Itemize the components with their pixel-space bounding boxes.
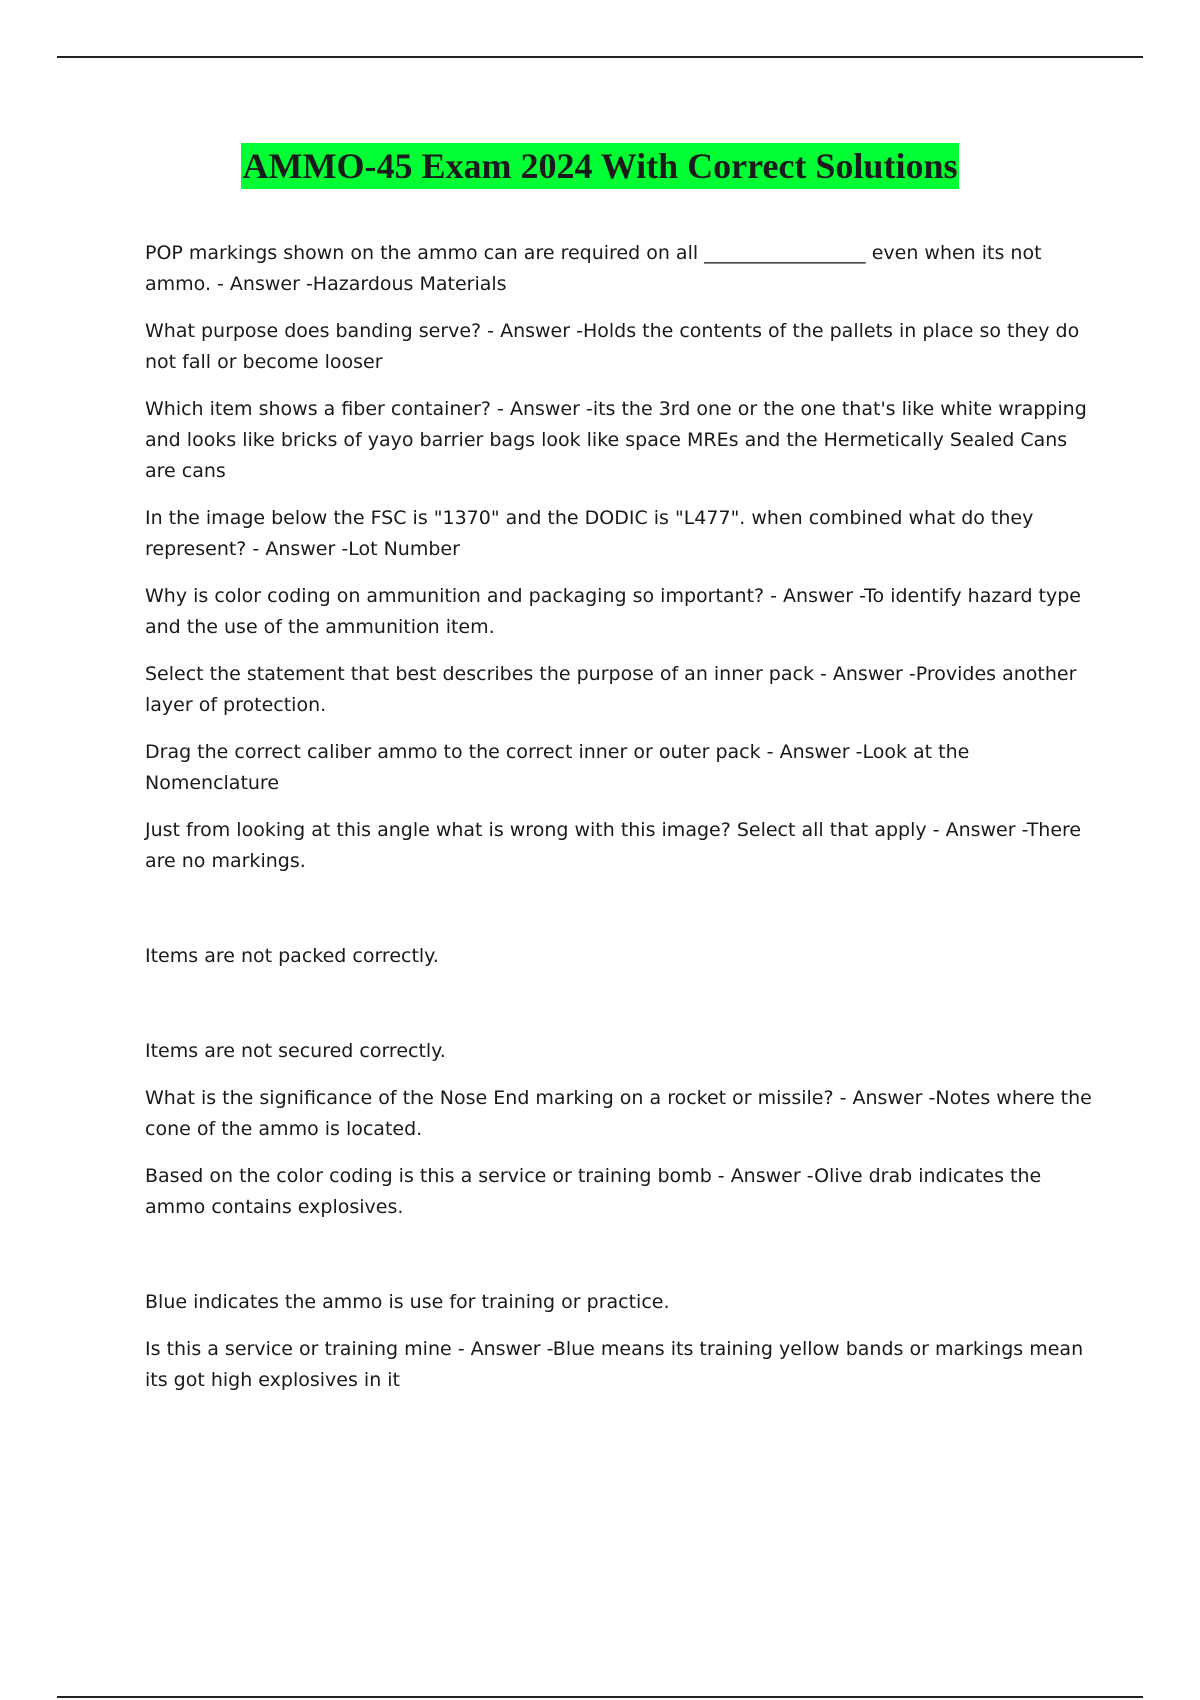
qa-entry: Why is color coding on ammunition and packaging so important? - Answer -To identify hazard type and the use of the ammunition item. bbox=[145, 585, 1081, 638]
qa-entry: POP markings shown on the ammo can are required on all _________________ even when its not ammo. - Answer -Hazardous Materials bbox=[145, 242, 1042, 295]
qa-entry: Based on the color coding is this a service or training bomb - Answer -Olive drab indicates the ammo contains explosives. bbox=[145, 1165, 1042, 1218]
qa-entry: Drag the correct caliber ammo to the correct inner or outer pack - Answer -Look at the Nomenclature bbox=[145, 741, 970, 794]
qa-entry: What is the significance of the Nose End marking on a rocket or missile? - Answer -Notes where the cone of the ammo is located. bbox=[145, 1087, 1092, 1140]
qa-entry: What purpose does banding serve? - Answer -Holds the contents of the pallets in place so they do not fall or become looser bbox=[145, 320, 1080, 373]
qa-entry-continuation: Items are not secured correctly. bbox=[145, 1040, 446, 1062]
document-body bbox=[145, 238, 1095, 1412]
document-title: AMMO-45 Exam 2024 With Correct Solutions bbox=[241, 143, 960, 189]
qa-entry: Is this a service or training mine - Answer -Blue means its training yellow bands or markings mean its got high explosives in it bbox=[145, 1338, 1084, 1391]
header-rule bbox=[57, 56, 1143, 58]
qa-entry: Which item shows a fiber container? - Answer -its the 3rd one or the one that's like white wrapping and looks like bricks of yayo barrier bags look like space MREs and the Hermetically Sealed Cans are cans bbox=[145, 398, 1087, 482]
qa-entry: In the image below the FSC is "1370" and the DODIC is "L477". when combined what do they represent? - Answer -Lot Number bbox=[145, 507, 1034, 560]
qa-entry-continuation: Items are not packed correctly. bbox=[145, 945, 439, 967]
footer-rule bbox=[57, 1696, 1143, 1698]
qa-entry-continuation: Blue indicates the ammo is use for training or practice. bbox=[145, 1291, 670, 1313]
qa-entry: Just from looking at this angle what is wrong with this image? Select all that apply - Answer -There are no markings. bbox=[145, 819, 1082, 872]
title-container bbox=[0, 143, 1200, 189]
qa-entry: Select the statement that best describes the purpose of an inner pack - Answer -Provides another layer of protection. bbox=[145, 663, 1077, 716]
